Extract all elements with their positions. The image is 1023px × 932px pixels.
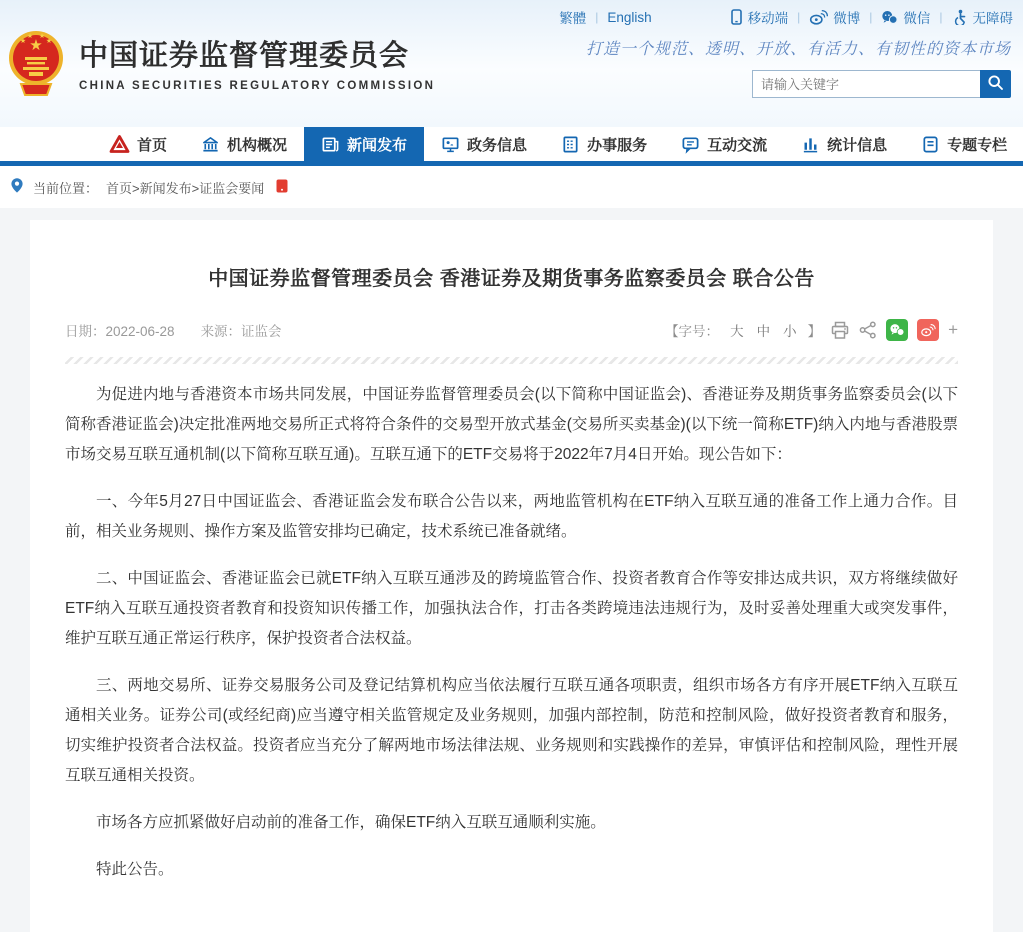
- site-title: 中国证券监督管理委员会: [79, 40, 410, 73]
- paragraph: 为促进内地与香港资本市场共同发展，中国证券监督管理委员会(以下简称中国证监会)、香港证券及期货事务监察委员会(以下简称香港证监会)决定批准两地交易所正式将符合条件的交易型开放式基金(交易所买卖基金)(以下统一简称ETF)纳入内地与香港股票市场交易互联互通机制(以下简称互联互通)。互联互通下的ETF交易将于2022年7月4日开始。现公告如下：: [65, 386, 958, 463]
- breadcrumb: [0, 166, 1023, 208]
- divider: |: [595, 10, 599, 24]
- fontsize-label-close: 】: [807, 324, 822, 339]
- more-share-button[interactable]: +: [948, 320, 958, 339]
- brand[interactable]: [8, 28, 435, 104]
- monitor-icon: [441, 135, 460, 154]
- nav-item-interaction[interactable]: 互动交流: [664, 127, 784, 161]
- mobile-site-link[interactable]: 移动端: [730, 7, 789, 27]
- article-body: [65, 380, 958, 885]
- paragraph: 一、今年5月27日中国证监会、香港证监会发布联合公告以来，两地监管机构在ETF纳入互联互通的准备工作上通力合作。目前，相关业务规则、操作方案及监管安排均已确定，技术系统已准备就绪。: [65, 493, 958, 540]
- fontsize-label: 【字号：: [665, 324, 720, 339]
- wechat-icon: [881, 10, 898, 25]
- accessibility-link[interactable]: 无障碍: [952, 7, 1014, 27]
- institution-icon: [201, 135, 220, 154]
- mobile-phone-icon: [730, 9, 743, 25]
- site-search: [752, 70, 1011, 98]
- topic-doc-icon: [921, 135, 940, 154]
- search-input[interactable]: [752, 70, 980, 98]
- article-panel: [30, 220, 993, 932]
- fontsize-small-button[interactable]: 小: [783, 324, 797, 339]
- weibo-link[interactable]: 微博: [809, 7, 860, 27]
- fontsize-medium-button[interactable]: 中: [756, 324, 771, 339]
- wechat-link[interactable]: 微信: [881, 7, 930, 27]
- article-meta: [65, 319, 958, 341]
- location-pin-icon: [9, 177, 25, 197]
- article-title: 中国证券监督管理委员会 香港证券及期货事务监察委员会 联合公告: [208, 268, 815, 290]
- site-slogan: 打造一个规范、透明、开放、有活力、有韧性的资本市场: [585, 39, 1011, 58]
- nav-item-news[interactable]: 新闻发布: [304, 127, 424, 161]
- chat-bubble-icon: [681, 135, 700, 154]
- hatched-divider: [65, 357, 958, 364]
- traditional-chinese-link[interactable]: 繁體: [559, 11, 587, 26]
- breadcrumb-path[interactable]: 首页>新闻发布>证监会要闻: [106, 180, 265, 196]
- share-icon[interactable]: [859, 321, 877, 339]
- bar-chart-icon: [801, 135, 820, 154]
- wechat-share-icon: [889, 323, 905, 337]
- article-date: 日期：2022-06-28: [65, 324, 175, 339]
- nav-item-special-topics[interactable]: 专题专栏: [904, 127, 1023, 161]
- svg-text:★: ★: [38, 33, 46, 40]
- utility-bar: [559, 7, 1013, 27]
- article-source: 来源：证监会: [200, 324, 282, 339]
- divider: |: [869, 10, 873, 24]
- document-lines-icon: [561, 135, 580, 154]
- divider: |: [939, 10, 943, 24]
- svg-text:★: ★: [19, 38, 27, 45]
- breadcrumb-prefix: 当前位置：: [33, 180, 99, 196]
- paragraph: 三、两地交易所、证券交易服务公司及登记结算机构应当依法履行互联互通各项职责，组织市场各方有序开展ETF纳入互联互通相关业务。证券公司(或经纪商)应当遵守相关监管规定及业务规则，加强内部控制，防范和控制风险，做好投资者教育和服务，切实维护投资者合法权益。投资者应当充分了解两地市场法律法规、业务规则和实践操作的差异，审慎评估和控制风险，理性开展互联互通相关投资。: [65, 677, 958, 784]
- nav-item-statistics[interactable]: 统计信息: [784, 127, 904, 161]
- paragraph: 市场各方应抓紧做好启动前的准备工作，确保ETF纳入互联互通顺利实施。: [96, 814, 606, 831]
- breadcrumb-red-icon[interactable]: [276, 179, 288, 196]
- english-link[interactable]: English: [607, 9, 652, 25]
- nav-item-gov-info[interactable]: 政务信息: [424, 127, 544, 161]
- weibo-share-icon: [920, 323, 936, 337]
- divider: |: [797, 10, 801, 24]
- nav-item-services[interactable]: 办事服务: [544, 127, 664, 161]
- main-nav: [0, 127, 1023, 166]
- search-button[interactable]: [980, 70, 1011, 98]
- paragraph: 特此公告。: [96, 861, 174, 878]
- nav-item-home[interactable]: 首页: [92, 127, 184, 161]
- nav-item-about[interactable]: 机构概况: [184, 127, 304, 161]
- print-icon[interactable]: [830, 321, 850, 340]
- share-wechat-button[interactable]: [886, 319, 908, 341]
- site-header: [0, 0, 1023, 127]
- search-icon: [987, 74, 1004, 94]
- section-gap: [0, 208, 1023, 220]
- fontsize-large-button[interactable]: 大: [730, 324, 744, 339]
- csrc-logo-icon: [109, 134, 130, 154]
- svg-text:★: ★: [26, 33, 34, 40]
- accessibility-icon: [952, 9, 968, 25]
- svg-text:★: ★: [29, 37, 43, 54]
- site-title-en: CHINA SECURITIES REGULATORY COMMISSION: [79, 79, 436, 92]
- paragraph: 二、中国证监会、香港证监会已就ETF纳入互联互通涉及的跨境监管合作、投资者教育合作等安排达成共识，双方将继续做好ETF纳入互联互通投资者教育和投资知识传播工作，加强执法合作，打击各类跨境违法违规行为，及时妥善处理重大或突发事件，维护互联互通正常运行秩序，保护投资者合法权益。: [65, 570, 958, 647]
- share-weibo-button[interactable]: [917, 319, 939, 341]
- national-emblem-logo: [8, 28, 64, 104]
- newspaper-icon: [321, 135, 340, 154]
- weibo-icon: [809, 9, 828, 25]
- svg-text:★: ★: [45, 38, 53, 45]
